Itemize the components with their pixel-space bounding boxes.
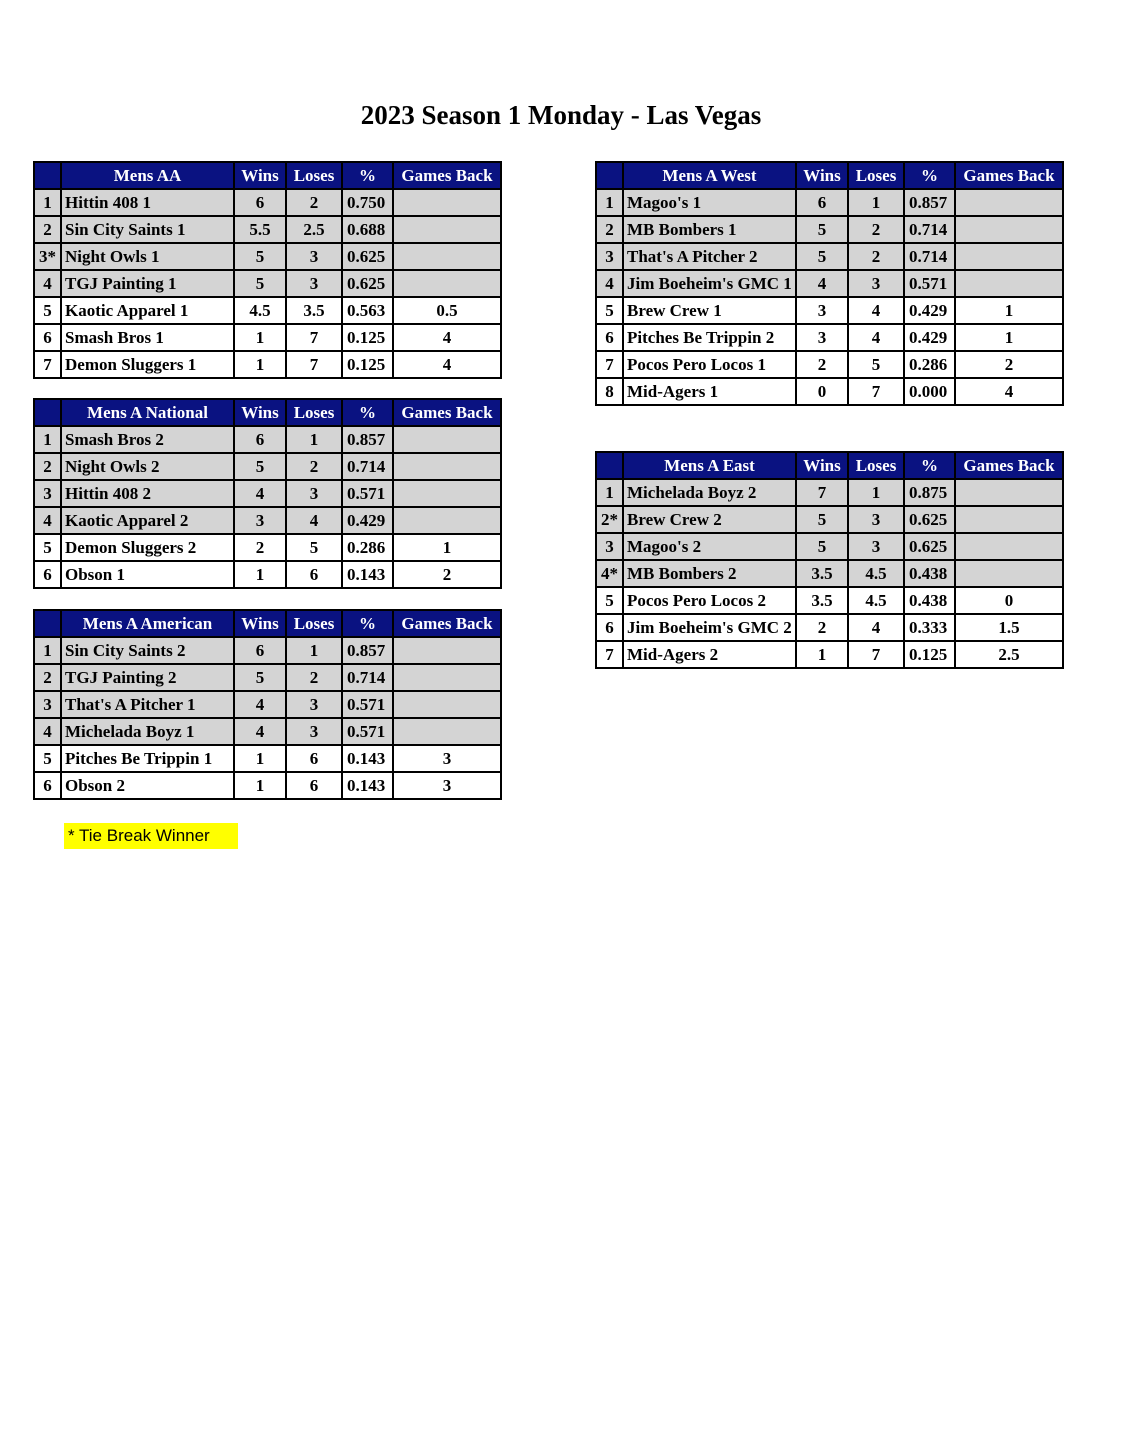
- loses-cell: 7: [286, 351, 342, 378]
- team-name-cell: Smash Bros 2: [61, 426, 234, 453]
- games-back-cell: 4: [955, 378, 1063, 405]
- table-row: [34, 664, 501, 691]
- table-row: [34, 453, 501, 480]
- standings-table-mens-a-national: [33, 398, 502, 589]
- pct-cell: 0.750: [342, 189, 393, 216]
- wins-cell: 1: [234, 324, 286, 351]
- team-name-cell: TGJ Painting 1: [61, 270, 234, 297]
- rank-cell: 5: [34, 297, 61, 324]
- team-name-cell: Brew Crew 1: [623, 297, 796, 324]
- standings-table-mens-a-west: [595, 161, 1064, 406]
- rank-cell: 5: [596, 297, 623, 324]
- team-name-cell: Hittin 408 2: [61, 480, 234, 507]
- rank-header: [34, 610, 61, 637]
- team-name-cell: Sin City Saints 1: [61, 216, 234, 243]
- loses-cell: 3: [848, 270, 904, 297]
- rank-cell: 1: [596, 479, 623, 506]
- games-back-header: Games Back: [393, 399, 501, 426]
- wins-cell: 1: [796, 641, 848, 668]
- games-back-cell: [955, 270, 1063, 297]
- games-back-cell: [393, 270, 501, 297]
- rank-cell: 6: [596, 614, 623, 641]
- team-name-cell: Demon Sluggers 2: [61, 534, 234, 561]
- loses-cell: 3.5: [286, 297, 342, 324]
- games-back-cell: [393, 189, 501, 216]
- table-row: [596, 587, 1063, 614]
- rank-cell: 5: [596, 587, 623, 614]
- wins-cell: 6: [234, 189, 286, 216]
- table-row: [34, 561, 501, 588]
- division-name: Mens A American: [61, 610, 234, 637]
- games-back-cell: 4: [393, 324, 501, 351]
- wins-cell: 2: [234, 534, 286, 561]
- standings-table-mens-aa: [33, 161, 502, 379]
- table-row: [596, 641, 1063, 668]
- games-back-cell: [955, 243, 1063, 270]
- loses-cell: 1: [848, 189, 904, 216]
- rank-cell: 1: [34, 189, 61, 216]
- wins-cell: 5: [796, 533, 848, 560]
- table-row: [596, 297, 1063, 324]
- games-back-cell: 1: [393, 534, 501, 561]
- rank-cell: 2*: [596, 506, 623, 533]
- team-name-cell: TGJ Painting 2: [61, 664, 234, 691]
- wins-cell: 4: [234, 718, 286, 745]
- pct-cell: 0.000: [904, 378, 955, 405]
- pct-header: %: [904, 452, 955, 479]
- pct-cell: 0.438: [904, 587, 955, 614]
- wins-cell: 2: [796, 351, 848, 378]
- loses-cell: 2: [286, 189, 342, 216]
- pct-cell: 0.429: [342, 507, 393, 534]
- pct-cell: 0.438: [904, 560, 955, 587]
- pct-cell: 0.429: [904, 324, 955, 351]
- wins-cell: 6: [796, 189, 848, 216]
- team-name-cell: Night Owls 2: [61, 453, 234, 480]
- table-row: [596, 560, 1063, 587]
- team-name-cell: Demon Sluggers 1: [61, 351, 234, 378]
- table-row: [34, 772, 501, 799]
- games-back-cell: [393, 216, 501, 243]
- loses-cell: 3: [286, 718, 342, 745]
- wins-header: Wins: [796, 452, 848, 479]
- wins-cell: 5: [234, 453, 286, 480]
- table-row: [596, 506, 1063, 533]
- wins-cell: 0: [796, 378, 848, 405]
- pct-cell: 0.571: [342, 718, 393, 745]
- loses-cell: 7: [848, 378, 904, 405]
- pct-cell: 0.286: [342, 534, 393, 561]
- pct-cell: 0.857: [342, 637, 393, 664]
- rank-cell: 2: [596, 216, 623, 243]
- team-name-cell: Michelada Boyz 1: [61, 718, 234, 745]
- games-back-cell: 3: [393, 745, 501, 772]
- rank-cell: 3: [596, 243, 623, 270]
- wins-cell: 5: [796, 216, 848, 243]
- rank-cell: 6: [34, 561, 61, 588]
- table-row: [34, 297, 501, 324]
- games-back-cell: [955, 189, 1063, 216]
- team-name-cell: Pocos Pero Locos 1: [623, 351, 796, 378]
- games-back-cell: [393, 426, 501, 453]
- pct-cell: 0.571: [342, 480, 393, 507]
- division-name: Mens A West: [623, 162, 796, 189]
- team-name-cell: Obson 1: [61, 561, 234, 588]
- team-name-cell: Brew Crew 2: [623, 506, 796, 533]
- header-row: [596, 162, 1063, 189]
- team-name-cell: Magoo's 1: [623, 189, 796, 216]
- page-title: 2023 Season 1 Monday - Las Vegas: [360, 100, 762, 130]
- rank-cell: 1: [596, 189, 623, 216]
- pct-cell: 0.571: [342, 691, 393, 718]
- pct-cell: 0.563: [342, 297, 393, 324]
- wins-cell: 4.5: [234, 297, 286, 324]
- rank-cell: 5: [34, 745, 61, 772]
- team-name-cell: That's A Pitcher 2: [623, 243, 796, 270]
- pct-cell: 0.143: [342, 561, 393, 588]
- standings-table-mens-a-east: [595, 451, 1064, 669]
- pct-cell: 0.125: [342, 351, 393, 378]
- table-row: [596, 614, 1063, 641]
- loses-cell: 4: [848, 297, 904, 324]
- games-back-cell: 0.5: [393, 297, 501, 324]
- wins-cell: 4: [796, 270, 848, 297]
- rank-cell: 3: [596, 533, 623, 560]
- table-row: [596, 351, 1063, 378]
- table-row: [34, 324, 501, 351]
- pct-cell: 0.875: [904, 479, 955, 506]
- wins-cell: 2: [796, 614, 848, 641]
- table-row: [34, 480, 501, 507]
- table-row: [34, 534, 501, 561]
- table-row: [596, 378, 1063, 405]
- loses-cell: 3: [286, 480, 342, 507]
- wins-cell: 1: [234, 772, 286, 799]
- team-name-cell: Pocos Pero Locos 2: [623, 587, 796, 614]
- table-row: [34, 243, 501, 270]
- rank-cell: 3*: [34, 243, 61, 270]
- table-row: [34, 270, 501, 297]
- rank-cell: 7: [596, 641, 623, 668]
- loses-cell: 2: [848, 243, 904, 270]
- wins-cell: 5: [234, 243, 286, 270]
- wins-header: Wins: [796, 162, 848, 189]
- loses-cell: 2.5: [286, 216, 342, 243]
- pct-cell: 0.625: [904, 533, 955, 560]
- header-row: [596, 452, 1063, 479]
- pct-header: %: [342, 162, 393, 189]
- team-name-cell: Pitches Be Trippin 2: [623, 324, 796, 351]
- loses-cell: 4: [848, 324, 904, 351]
- rank-header: [34, 399, 61, 426]
- team-name-cell: MB Bombers 1: [623, 216, 796, 243]
- rank-cell: 8: [596, 378, 623, 405]
- rank-cell: 1: [34, 426, 61, 453]
- loses-cell: 3: [286, 243, 342, 270]
- table-row: [34, 637, 501, 664]
- rank-cell: 5: [34, 534, 61, 561]
- wins-cell: 1: [234, 745, 286, 772]
- wins-cell: 4: [234, 691, 286, 718]
- wins-header: Wins: [234, 162, 286, 189]
- team-name-cell: Pitches Be Trippin 1: [61, 745, 234, 772]
- wins-cell: 5: [234, 270, 286, 297]
- wins-cell: 3.5: [796, 587, 848, 614]
- games-back-cell: [393, 691, 501, 718]
- team-name-cell: Night Owls 1: [61, 243, 234, 270]
- games-back-cell: [393, 637, 501, 664]
- pct-cell: 0.625: [904, 506, 955, 533]
- wins-cell: 3: [234, 507, 286, 534]
- wins-cell: 6: [234, 637, 286, 664]
- table-row: [596, 533, 1063, 560]
- loses-cell: 6: [286, 772, 342, 799]
- loses-cell: 4.5: [848, 587, 904, 614]
- wins-cell: 3: [796, 324, 848, 351]
- pct-cell: 0.857: [904, 189, 955, 216]
- rank-header: [596, 162, 623, 189]
- wins-cell: 5: [796, 243, 848, 270]
- division-name: Mens AA: [61, 162, 234, 189]
- rank-cell: 7: [34, 351, 61, 378]
- games-back-cell: [393, 507, 501, 534]
- rank-cell: 4: [34, 507, 61, 534]
- loses-cell: 6: [286, 561, 342, 588]
- loses-cell: 4: [848, 614, 904, 641]
- header-row: [34, 399, 501, 426]
- pct-cell: 0.125: [904, 641, 955, 668]
- team-name-cell: Jim Boeheim's GMC 1: [623, 270, 796, 297]
- tie-break-legend: * Tie Break Winner: [64, 823, 238, 849]
- rank-cell: 7: [596, 351, 623, 378]
- team-name-cell: Obson 2: [61, 772, 234, 799]
- table-row: [596, 479, 1063, 506]
- table-row: [34, 507, 501, 534]
- pct-cell: 0.429: [904, 297, 955, 324]
- team-name-cell: Michelada Boyz 2: [623, 479, 796, 506]
- pct-cell: 0.125: [342, 324, 393, 351]
- games-back-cell: 2: [393, 561, 501, 588]
- wins-cell: 5.5: [234, 216, 286, 243]
- loses-cell: 3: [848, 506, 904, 533]
- pct-cell: 0.143: [342, 745, 393, 772]
- rank-cell: 3: [34, 480, 61, 507]
- wins-header: Wins: [234, 610, 286, 637]
- rank-cell: 2: [34, 664, 61, 691]
- division-name: Mens A National: [61, 399, 234, 426]
- loses-cell: 5: [848, 351, 904, 378]
- games-back-cell: [393, 664, 501, 691]
- pct-cell: 0.571: [904, 270, 955, 297]
- header-row: [34, 610, 501, 637]
- wins-cell: 1: [234, 561, 286, 588]
- team-name-cell: Magoo's 2: [623, 533, 796, 560]
- rank-cell: 4: [34, 718, 61, 745]
- table-row: [34, 691, 501, 718]
- loses-header: Loses: [286, 162, 342, 189]
- rank-cell: 6: [34, 772, 61, 799]
- games-back-cell: [955, 479, 1063, 506]
- rank-cell: 4*: [596, 560, 623, 587]
- loses-cell: 3: [286, 270, 342, 297]
- rank-cell: 1: [34, 637, 61, 664]
- wins-cell: 6: [234, 426, 286, 453]
- loses-cell: 6: [286, 745, 342, 772]
- wins-cell: 7: [796, 479, 848, 506]
- loses-cell: 5: [286, 534, 342, 561]
- loses-cell: 1: [848, 479, 904, 506]
- games-back-cell: 1: [955, 297, 1063, 324]
- games-back-cell: [393, 718, 501, 745]
- games-back-cell: 3: [393, 772, 501, 799]
- header-row: [34, 162, 501, 189]
- wins-cell: 3.5: [796, 560, 848, 587]
- pct-cell: 0.143: [342, 772, 393, 799]
- loses-header: Loses: [848, 452, 904, 479]
- team-name-cell: That's A Pitcher 1: [61, 691, 234, 718]
- wins-cell: 5: [796, 506, 848, 533]
- team-name-cell: Smash Bros 1: [61, 324, 234, 351]
- wins-cell: 3: [796, 297, 848, 324]
- wins-header: Wins: [234, 399, 286, 426]
- rank-cell: 3: [34, 691, 61, 718]
- rank-header: [596, 452, 623, 479]
- team-name-cell: Sin City Saints 2: [61, 637, 234, 664]
- loses-cell: 2: [286, 664, 342, 691]
- table-row: [596, 189, 1063, 216]
- table-row: [596, 324, 1063, 351]
- loses-cell: 2: [848, 216, 904, 243]
- team-name-cell: Kaotic Apparel 1: [61, 297, 234, 324]
- pct-cell: 0.688: [342, 216, 393, 243]
- rank-cell: 2: [34, 453, 61, 480]
- loses-cell: 7: [286, 324, 342, 351]
- games-back-header: Games Back: [393, 610, 501, 637]
- games-back-cell: [955, 216, 1063, 243]
- games-back-cell: 0: [955, 587, 1063, 614]
- table-row: [34, 718, 501, 745]
- games-back-cell: [955, 533, 1063, 560]
- table-row: [34, 426, 501, 453]
- pct-cell: 0.625: [342, 243, 393, 270]
- pct-cell: 0.625: [342, 270, 393, 297]
- team-name-cell: Mid-Agers 2: [623, 641, 796, 668]
- table-row: [596, 216, 1063, 243]
- games-back-header: Games Back: [955, 162, 1063, 189]
- team-name-cell: Jim Boeheim's GMC 2: [623, 614, 796, 641]
- loses-cell: 1: [286, 426, 342, 453]
- pct-header: %: [342, 610, 393, 637]
- team-name-cell: MB Bombers 2: [623, 560, 796, 587]
- table-row: [34, 351, 501, 378]
- games-back-header: Games Back: [955, 452, 1063, 479]
- games-back-cell: 1: [955, 324, 1063, 351]
- table-row: [34, 189, 501, 216]
- rank-cell: 4: [34, 270, 61, 297]
- loses-cell: 3: [848, 533, 904, 560]
- pct-cell: 0.857: [342, 426, 393, 453]
- pct-cell: 0.286: [904, 351, 955, 378]
- loses-cell: 2: [286, 453, 342, 480]
- division-name: Mens A East: [623, 452, 796, 479]
- table-row: [34, 216, 501, 243]
- loses-header: Loses: [286, 610, 342, 637]
- games-back-cell: 1.5: [955, 614, 1063, 641]
- team-name-cell: Hittin 408 1: [61, 189, 234, 216]
- games-back-cell: [393, 480, 501, 507]
- pct-cell: 0.714: [904, 216, 955, 243]
- team-name-cell: Kaotic Apparel 2: [61, 507, 234, 534]
- games-back-cell: 2.5: [955, 641, 1063, 668]
- games-back-cell: [955, 560, 1063, 587]
- table-row: [34, 745, 501, 772]
- loses-cell: 4: [286, 507, 342, 534]
- loses-header: Loses: [286, 399, 342, 426]
- games-back-cell: 4: [393, 351, 501, 378]
- rank-cell: 6: [596, 324, 623, 351]
- pct-cell: 0.714: [342, 664, 393, 691]
- team-name-cell: Mid-Agers 1: [623, 378, 796, 405]
- loses-cell: 7: [848, 641, 904, 668]
- games-back-cell: [393, 453, 501, 480]
- pct-cell: 0.333: [904, 614, 955, 641]
- standings-table-mens-a-american: [33, 609, 502, 800]
- pct-header: %: [342, 399, 393, 426]
- pct-cell: 0.714: [904, 243, 955, 270]
- loses-cell: 3: [286, 691, 342, 718]
- games-back-cell: 2: [955, 351, 1063, 378]
- rank-cell: 6: [34, 324, 61, 351]
- games-back-cell: [955, 506, 1063, 533]
- wins-cell: 1: [234, 351, 286, 378]
- rank-cell: 4: [596, 270, 623, 297]
- loses-cell: 4.5: [848, 560, 904, 587]
- rank-cell: 2: [34, 216, 61, 243]
- rank-header: [34, 162, 61, 189]
- loses-header: Loses: [848, 162, 904, 189]
- loses-cell: 1: [286, 637, 342, 664]
- table-row: [596, 243, 1063, 270]
- table-row: [596, 270, 1063, 297]
- games-back-header: Games Back: [393, 162, 501, 189]
- games-back-cell: [393, 243, 501, 270]
- pct-cell: 0.714: [342, 453, 393, 480]
- pct-header: %: [904, 162, 955, 189]
- wins-cell: 5: [234, 664, 286, 691]
- wins-cell: 4: [234, 480, 286, 507]
